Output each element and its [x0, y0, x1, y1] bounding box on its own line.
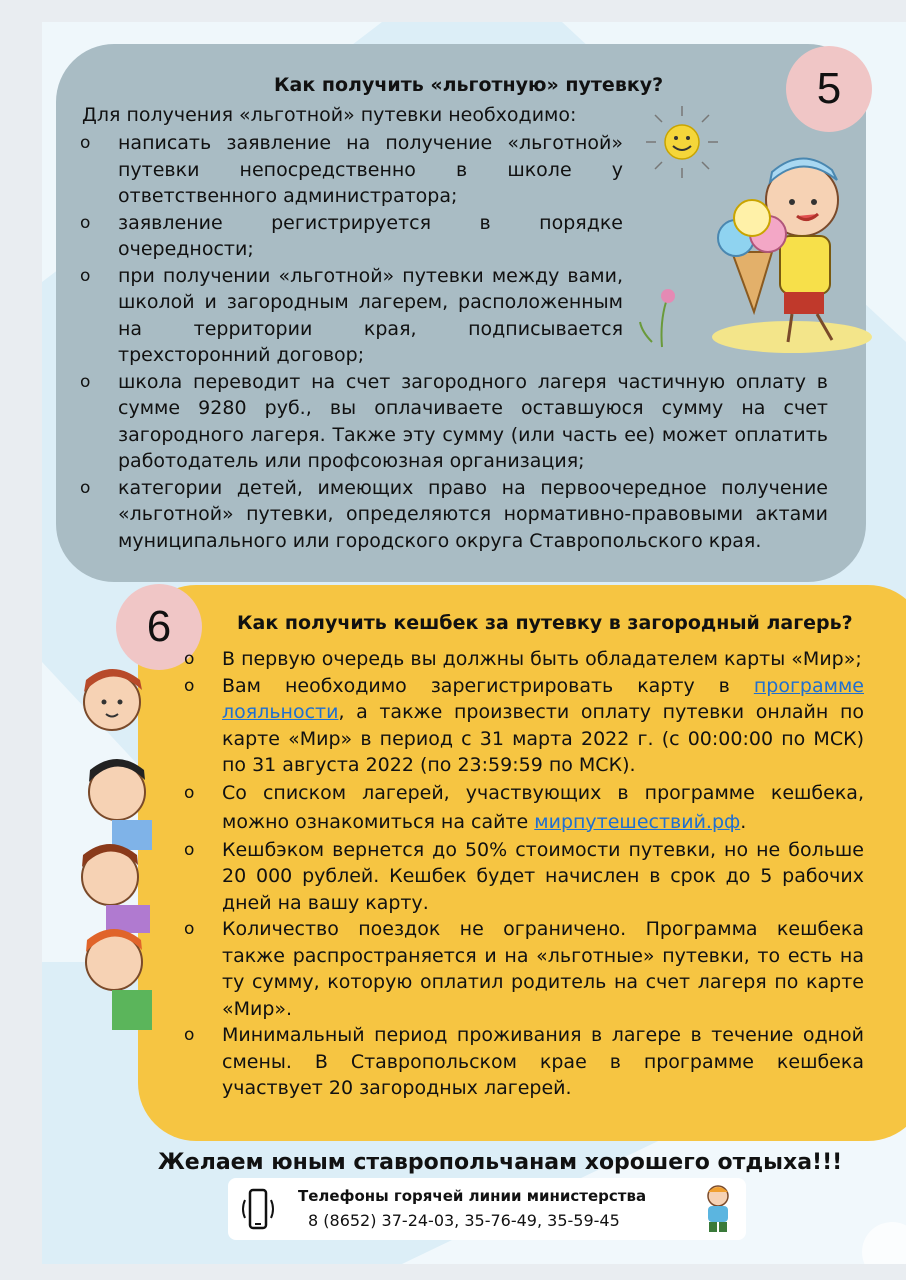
section-6-badge: 6	[116, 584, 202, 670]
loyalty-program-link[interactable]: программе лояльности	[222, 674, 864, 723]
bullet-icon: o	[184, 839, 195, 860]
list-item: o Кешбэком вернется до 50% стоимости путевки, но не больше 20 000 рублей. Кешбек будет начислен в срок до 5 рабочих дней на вашу карту.	[184, 838, 864, 914]
list-item: o Количество поездок не ограничено. Программа кешбека также распространяется и на «льготные» путевки, то есть на ту сумму, которую оплатил родитель на счет лагеря по карте «Мир».	[184, 918, 864, 1020]
section-5-title: Как получить «льготную» путевку?	[274, 74, 664, 96]
section-5-intro: Для получения «льготной» путевки необходимо:	[82, 104, 577, 126]
bullet-icon: o	[184, 649, 195, 669]
bullet-icon: o	[184, 1025, 195, 1045]
hotline-title: Телефоны горячей линии министерства	[298, 1187, 647, 1205]
flower-illustration	[632, 272, 702, 352]
list-item: o Минимальный период проживания в лагере в течение одной смены. В Ставропольском крае в программе кешбека участвует 20 загородных лагерей.	[184, 1024, 864, 1099]
bullet-icon: o	[184, 675, 195, 696]
leaflet-page	[42, 22, 906, 1264]
list-item: o школа переводит на счет загородного лагеря частичную оплату в сумме 9280 руб., вы оплачиваете оставшуюся сумму на счет загородного лагеря. Также эту сумму (или часть ее) может оплатить работодатель или профсоюзная организация;	[80, 370, 828, 472]
camps-site-link[interactable]: мирпутешествий.рф	[534, 810, 741, 833]
hotline-numbers: 8 (8652) 37-24-03, 35-76-49, 35-59-45	[308, 1211, 620, 1230]
list-item: o при получении «льготной» путевки между вами, школой и загородным лагерем, расположенным на территории края, подписывается трехсторонний договор;	[80, 264, 623, 366]
list-item: o написать заявление на получение «льготной» путевки непосредственно в школе у ответственного администратора;	[80, 132, 623, 207]
list-item: o Вам необходимо зарегистрировать карту в программе лояльности, а также произвести оплату путевки онлайн по карте «Мир» в период с 31 марта 2022 г. (с 00:00:00 по МСК) по 31 августа 2022 (по 23:59:59 по МСК).	[184, 674, 864, 776]
child-icon	[696, 1182, 740, 1236]
bullet-icon: o	[80, 477, 91, 498]
bullet-icon: o	[184, 919, 195, 939]
closing-wish: Желаем юным ставропольчанам хорошего отдыха!!!	[157, 1150, 843, 1175]
list-item: o заявление регистрируется в порядке очередности;	[80, 211, 623, 260]
children-illustration	[52, 662, 162, 1042]
bullet-icon: o	[80, 212, 91, 233]
list-item: o Со списком лагерей, участвующих в программе кешбека, можно ознакомиться на сайте мирпутешествий.рф.	[222, 779, 864, 837]
section-6-list	[184, 646, 864, 1102]
section-5-badge: 5	[786, 46, 872, 132]
bullet-icon: o	[80, 265, 91, 286]
list-item: o В первую очередь вы должны быть обладателем карты «Мир»;	[222, 646, 864, 673]
hotline-box	[228, 1178, 746, 1240]
section-6-title: Как получить кешбек за путевку в загородный лагерь?	[237, 612, 853, 634]
phone-icon	[238, 1186, 278, 1232]
boy-with-ice-cream-illustration	[692, 152, 872, 362]
list-item: o категории детей, имеющих право на первоочередное получение «льготной» путевки, определяются нормативно-правовыми актами муниципального или городского округа Ставропольского края.	[80, 476, 828, 552]
bullet-icon: o	[80, 371, 91, 392]
bullet-icon: o	[184, 782, 195, 803]
bullet-icon: o	[80, 133, 91, 153]
